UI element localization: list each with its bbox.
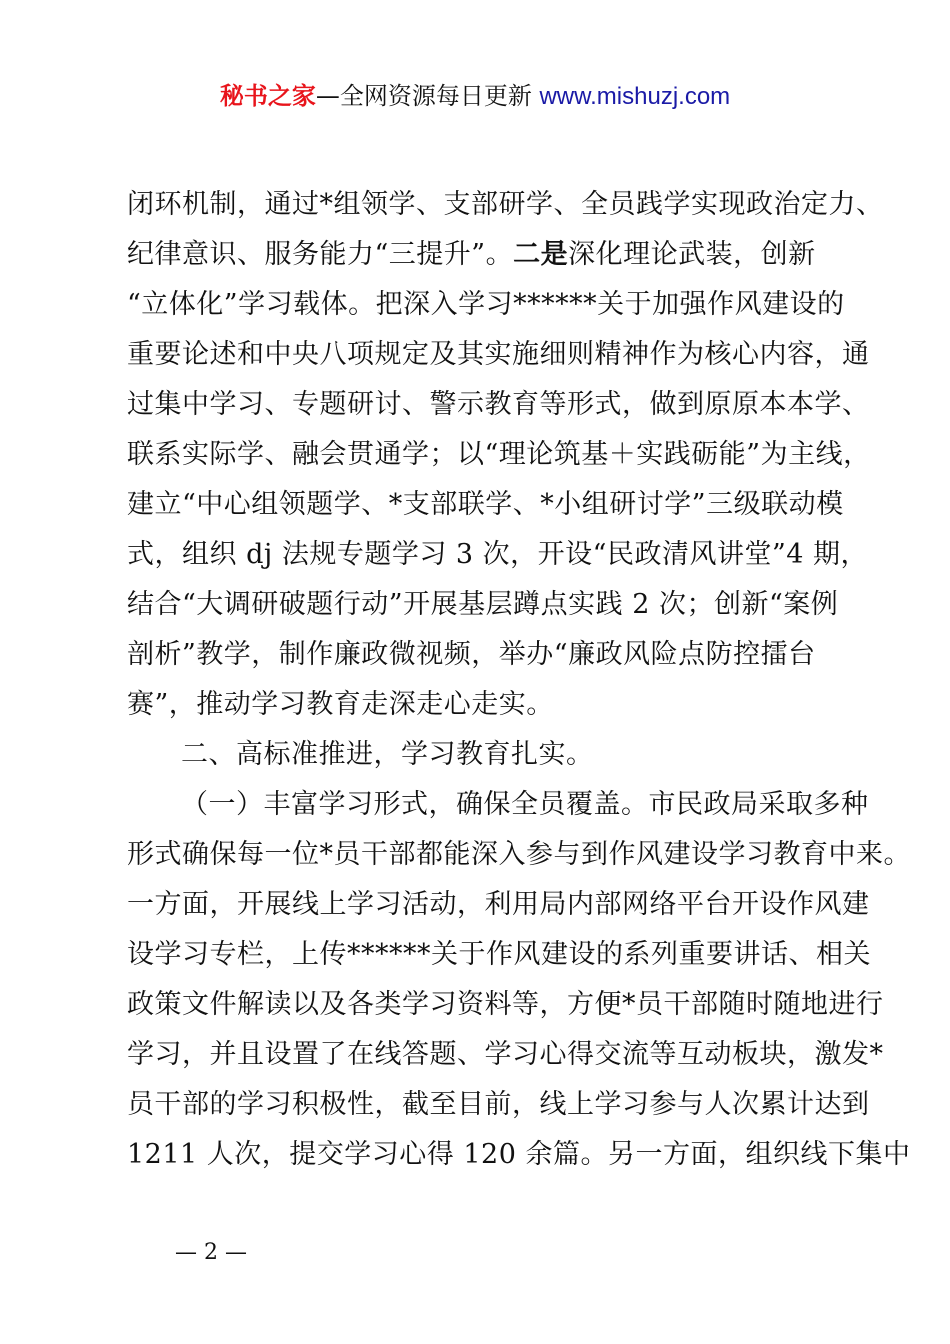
emphasis-text: 二是: [513, 239, 569, 270]
text-line: 建立“中心组领题学、*支部联学、*小组研讨学”三级联动模: [127, 489, 844, 520]
text-line: 员干部的学习积极性，截至目前，线上学习参与人次累计达到: [127, 1089, 870, 1120]
text-line: 闭环机制，通过*组领学、支部研学、全员践学实现政治定力、: [127, 189, 884, 220]
text-line: 学习，并且设置了在线答题、学习心得交流等互动板块，激发*: [127, 1039, 884, 1070]
text-line: 赛”，推动学习教育走深走心走实。: [127, 689, 554, 720]
document-body: [127, 180, 911, 1180]
site-url-link[interactable]: www.mishuzj.com: [539, 83, 731, 110]
text-line: （一）丰富学习形式，确保全员覆盖。市民政局采取多种: [181, 789, 869, 820]
text-line: 结合“大调研破题行动”开展基层蹲点实践 2 次；创新“案例: [127, 589, 839, 620]
text-segment: 深化理论武装，创新: [568, 239, 816, 270]
site-header: [0, 78, 950, 115]
text-line: 联系实际学、融会贯通学；以“理论筑基＋实践砺能”为主线，: [127, 439, 871, 470]
text-segment: 纪律意识、服务能力“三提升”。: [127, 239, 514, 270]
text-line: 设学习专栏，上传******关于作风建设的系列重要讲话、相关: [127, 939, 871, 970]
text-line: 过集中学习、专题研讨、警示教育等形式，做到原原本本学、: [127, 389, 870, 420]
text-line: [127, 230, 827, 280]
text-line: 1211 人次，提交学习心得 120 余篇。另一方面，组织线下集中: [127, 1139, 911, 1170]
page-number: — 2 —: [175, 1240, 247, 1265]
site-brand: 秘书之家: [219, 82, 316, 110]
section-heading: 二、高标准推进，学习教育扎实。: [181, 739, 594, 770]
text-line: 政策文件解读以及各类学习资料等，方便*员干部随时随地进行: [127, 989, 884, 1020]
text-line: 剖析”教学，制作廉政微视频，举办“廉政风险点防控擂台: [127, 639, 816, 670]
site-slogan: —全网资源每日更新: [315, 82, 532, 110]
text-line: “立体化”学习载体。把深入学习******关于加强作风建设的: [127, 289, 845, 320]
text-line: 形式确保每一位*员干部都能深入参与到作风建设学习教育中来。: [127, 839, 911, 870]
text-line: 式，组织 dj 法规专题学习 3 次，开设“民政清风讲堂”4 期，: [127, 539, 869, 570]
text-line: 重要论述和中央八项规定及其实施细则精神作为核心内容，通: [127, 339, 870, 370]
text-line: 一方面，开展线上学习活动，利用局内部网络平台开设作风建: [127, 889, 870, 920]
